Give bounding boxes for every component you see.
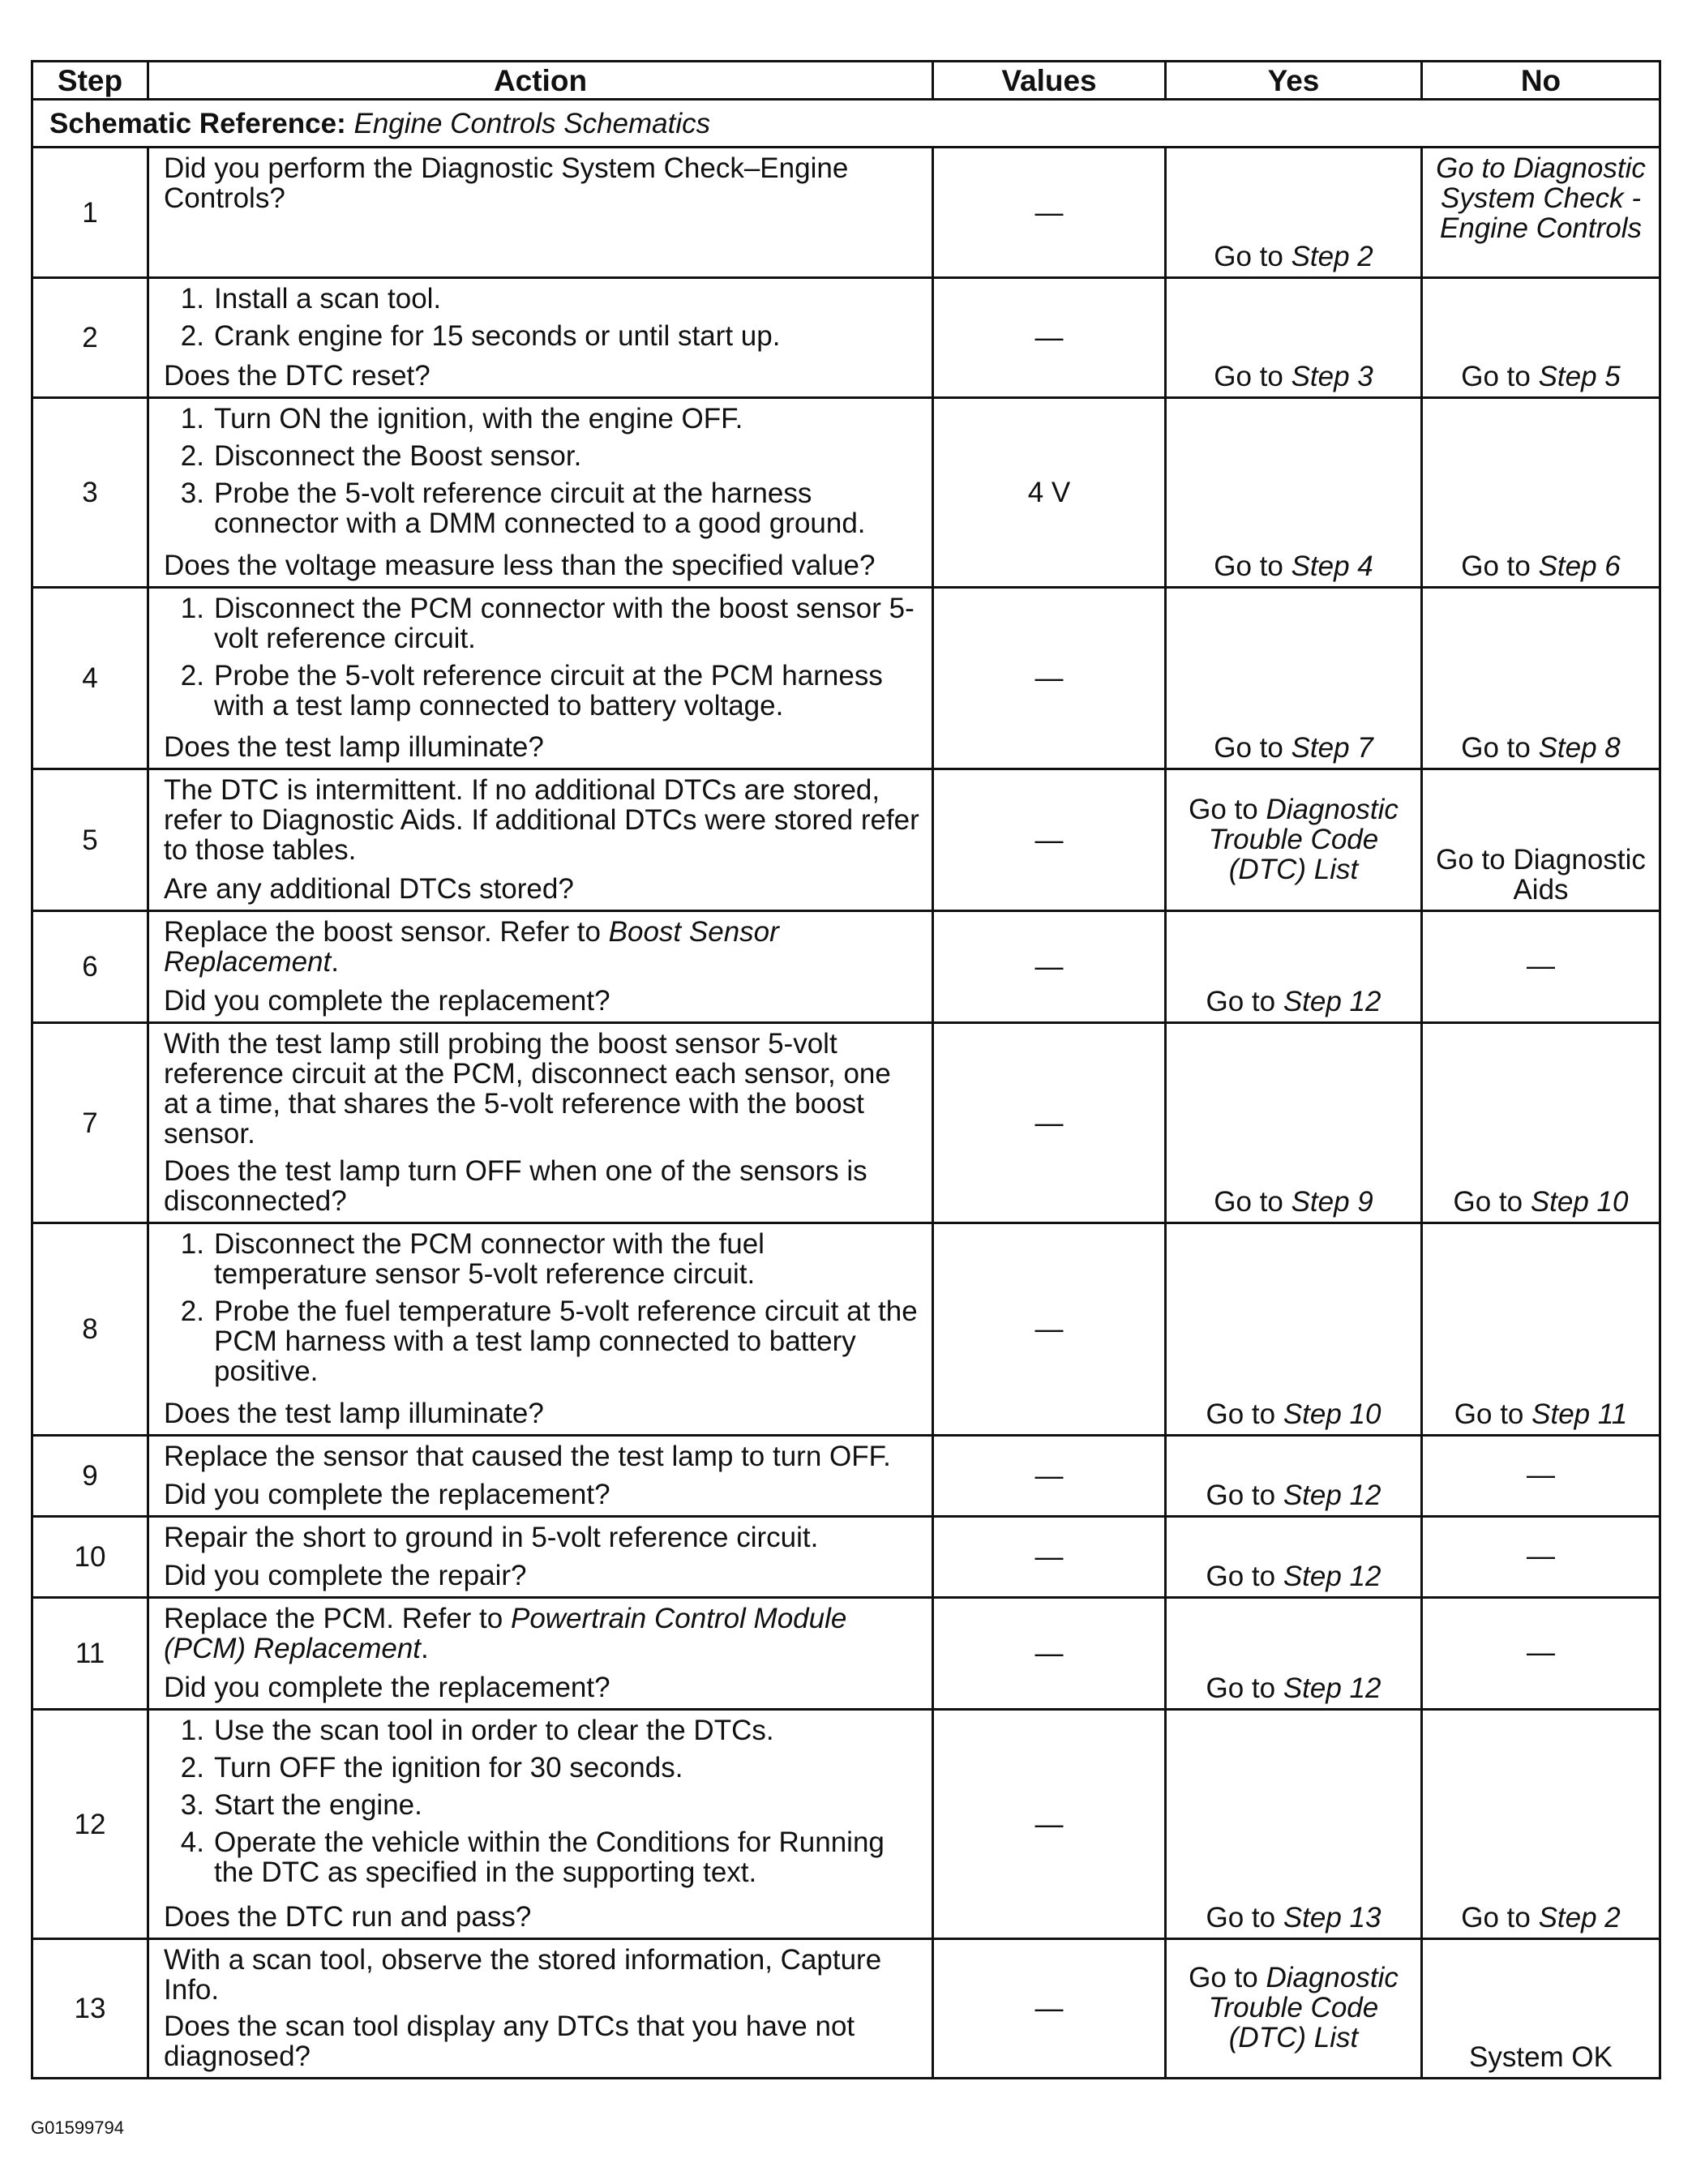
header-row	[32, 62, 1660, 100]
no-cell	[1422, 911, 1660, 1023]
goto-target: Step 7	[1291, 732, 1373, 764]
list-text: Operate the vehicle within the Conditions for Running the DTC as specified in the supporting text.	[214, 1826, 885, 1888]
goto-prefix: Go to	[1461, 361, 1539, 392]
action-body	[164, 1441, 920, 1471]
action-cell	[148, 911, 933, 1023]
goto-target: Step 11	[1531, 1398, 1628, 1430]
table-row	[32, 278, 1660, 398]
step-number: 7	[32, 1023, 148, 1223]
period: .	[331, 946, 339, 978]
action-cell	[148, 588, 933, 769]
values-cell: —	[933, 278, 1166, 398]
list-text: Disconnect the PCM connector with the boost sensor 5-volt reference circuit.	[214, 593, 915, 654]
table-row	[32, 1939, 1660, 2079]
no-cell	[1422, 278, 1660, 398]
step-number: 9	[32, 1436, 148, 1517]
list-item	[164, 593, 920, 653]
step-number: 12	[32, 1710, 148, 1939]
action-body	[164, 775, 920, 865]
action-content	[164, 1522, 920, 1591]
goto-target: Diagnostic Trouble Code (DTC) List	[1208, 1962, 1399, 2053]
goto-prefix: Go to	[1214, 1186, 1291, 1218]
yes-cell	[1166, 1023, 1422, 1223]
action-question: Does the DTC run and pass?	[164, 1901, 532, 1933]
list-text: Turn OFF the ignition for 30 seconds.	[214, 1752, 683, 1784]
action-text: Repair the short to ground in 5-volt reference circuit.	[164, 1522, 819, 1553]
action-content	[164, 1441, 920, 1510]
header-step: Step	[32, 62, 148, 100]
values-cell: —	[933, 769, 1166, 911]
list-number: 1.	[180, 1228, 204, 1260]
table-row	[32, 1517, 1660, 1598]
values-cell: 4 V	[933, 398, 1166, 588]
list-number: 2.	[180, 440, 204, 472]
list-item	[164, 1827, 920, 1887]
values-cell: —	[933, 1223, 1166, 1436]
action-text: Did you perform the Diagnostic System Check–Engine Controls?	[164, 152, 849, 214]
yes-cell	[1166, 278, 1422, 398]
goto-prefix: Go to	[1461, 732, 1539, 764]
action-cell	[148, 1939, 933, 2079]
action-content	[164, 593, 920, 762]
goto-target: Step 12	[1283, 986, 1381, 1017]
step-number: 6	[32, 911, 148, 1023]
values-cell: —	[933, 1517, 1166, 1598]
no-cell	[1422, 1710, 1660, 1939]
goto-text: —	[1527, 950, 1555, 982]
no-cell	[1422, 588, 1660, 769]
action-question: Are any additional DTCs stored?	[164, 873, 574, 905]
goto-text: System OK	[1469, 2041, 1613, 2073]
action-cell	[148, 1023, 933, 1223]
goto-prefix: Go to	[1206, 1480, 1283, 1511]
action-text: With the test lamp still probing the boost sensor 5-volt reference circuit at the PCM, disconnect each sensor, one at a time, that shares the 5-volt reference with the boost sensor.	[164, 1028, 891, 1150]
goto-target: Step 9	[1291, 1186, 1373, 1218]
goto-prefix: Go to	[1461, 550, 1539, 582]
no-cell	[1422, 769, 1660, 911]
step-number: 10	[32, 1517, 148, 1598]
goto-prefix: Go to	[1206, 1561, 1283, 1592]
header-yes: Yes	[1166, 62, 1422, 100]
action-content	[164, 1715, 920, 1932]
yes-cell	[1166, 1436, 1422, 1517]
list-number: 2.	[180, 1752, 204, 1784]
diagnostic-table	[31, 60, 1661, 2079]
goto-prefix: Go to	[1214, 732, 1291, 764]
goto-target: Step 10	[1530, 1186, 1629, 1218]
table-row	[32, 148, 1660, 278]
action-body	[164, 284, 920, 351]
list-number: 1.	[180, 283, 204, 315]
yes-cell	[1166, 398, 1422, 588]
list-number: 2.	[180, 660, 204, 692]
no-cell	[1422, 1436, 1660, 1517]
goto-target: Diagnostic Trouble Code (DTC) List	[1208, 793, 1399, 885]
table-row	[32, 911, 1660, 1023]
action-body	[164, 1604, 920, 1664]
goto-text: —	[1527, 1637, 1555, 1668]
list-number: 3.	[180, 477, 204, 509]
action-body	[164, 1945, 920, 2005]
action-cell	[148, 148, 933, 278]
action-body	[164, 153, 920, 213]
list-number: 1.	[180, 593, 204, 624]
action-text-ref: Powertrain Control Module (PCM) Replacement	[164, 1603, 847, 1664]
table-row	[32, 588, 1660, 769]
action-text-main: Replace the PCM. Refer to	[164, 1603, 511, 1634]
values-cell: —	[933, 1598, 1166, 1710]
goto-target: Step 2	[1291, 241, 1373, 272]
values-cell: —	[933, 1436, 1166, 1517]
no-cell	[1422, 398, 1660, 588]
goto-target: Step 12	[1283, 1480, 1381, 1511]
action-question: Did you complete the replacement?	[164, 1479, 610, 1510]
goto-prefix: Go to	[1206, 1672, 1283, 1704]
list-text: Start the engine.	[214, 1789, 422, 1821]
goto-prefix: Go to	[1206, 986, 1283, 1017]
action-question: Does the test lamp illuminate?	[164, 731, 544, 763]
action-content	[164, 1229, 920, 1428]
step-number: 5	[32, 769, 148, 911]
action-body	[164, 917, 920, 977]
action-content	[164, 1029, 920, 1216]
list-text: Probe the 5-volt reference circuit at the PCM harness with a test lamp connected to battery voltage.	[214, 660, 883, 722]
goto-target: Step 10	[1283, 1398, 1381, 1430]
yes-cell	[1166, 1223, 1422, 1436]
goto-target: Step 3	[1291, 361, 1373, 392]
yes-cell	[1166, 1939, 1422, 2079]
values-cell: —	[933, 588, 1166, 769]
goto-prefix: Go to	[1206, 1398, 1283, 1430]
goto-text: Go to Diagnostic System Check - Engine Controls	[1436, 152, 1646, 244]
action-question: Did you complete the repair?	[164, 1560, 527, 1591]
yes-cell	[1166, 911, 1422, 1023]
action-body	[164, 1029, 920, 1149]
action-cell	[148, 1517, 933, 1598]
values-cell: —	[933, 1710, 1166, 1939]
step-number: 4	[32, 588, 148, 769]
goto-text: Go to Diagnostic Aids	[1436, 844, 1646, 906]
values-cell: —	[933, 1939, 1166, 2079]
action-text-ref: Boost Sensor Replacement	[164, 916, 779, 978]
yes-cell	[1166, 1517, 1422, 1598]
yes-cell	[1166, 769, 1422, 911]
action-question: Does the test lamp turn OFF when one of the sensors is disconnected?	[164, 1155, 867, 1217]
action-content	[164, 775, 920, 904]
action-cell	[148, 1223, 933, 1436]
action-question: Does the DTC reset?	[164, 360, 430, 392]
action-question: Does the scan tool display any DTCs that you have not diagnosed?	[164, 2011, 855, 2072]
goto-prefix: Go to	[1214, 550, 1291, 582]
step-number: 13	[32, 1939, 148, 2079]
goto-prefix: Go to	[1461, 1902, 1539, 1933]
action-question: Did you complete the replacement?	[164, 985, 610, 1017]
no-cell	[1422, 1939, 1660, 2079]
list-text: Install a scan tool.	[214, 283, 442, 315]
goto-target: Step 12	[1283, 1561, 1381, 1592]
goto-target: Step 8	[1538, 732, 1621, 764]
yes-cell	[1166, 148, 1422, 278]
goto-target: Step 2	[1538, 1902, 1621, 1933]
goto-prefix: Go to	[1206, 1902, 1283, 1933]
values-cell: —	[933, 911, 1166, 1023]
goto-text: —	[1527, 1459, 1555, 1491]
action-text: With a scan tool, observe the stored information, Capture Info.	[164, 1944, 882, 2006]
header-no: No	[1422, 62, 1660, 100]
action-question: Does the voltage measure less than the specified value?	[164, 550, 876, 581]
list-text: Disconnect the PCM connector with the fuel temperature sensor 5-volt reference circuit.	[214, 1228, 765, 1290]
table-row	[32, 769, 1660, 911]
list-text: Crank engine for 15 seconds or until start up.	[214, 320, 781, 352]
action-text-main: Replace the boost sensor. Refer to	[164, 916, 609, 948]
list-number: 2.	[180, 320, 204, 352]
goto-text: —	[1527, 1540, 1555, 1572]
goto-prefix: Go to	[1454, 1398, 1532, 1430]
action-body	[164, 1522, 920, 1552]
values-cell: —	[933, 1023, 1166, 1223]
list-text: Probe the fuel temperature 5-volt reference circuit at the PCM harness with a test lamp connected to battery positive.	[214, 1295, 918, 1387]
action-cell	[148, 1710, 933, 1939]
action-text	[164, 917, 920, 977]
action-content	[164, 284, 920, 391]
list-item	[164, 1753, 920, 1783]
yes-cell	[1166, 1710, 1422, 1939]
goto-prefix: Go to	[1189, 1962, 1266, 1993]
list-text: Use the scan tool in order to clear the DTCs.	[214, 1715, 774, 1746]
table-row	[32, 1710, 1660, 1939]
goto-target: Step 6	[1538, 550, 1621, 582]
no-cell	[1422, 1023, 1660, 1223]
values-cell: —	[933, 148, 1166, 278]
action-cell	[148, 769, 933, 911]
list-text: Probe the 5-volt reference circuit at the harness connector with a DMM connected to a good ground.	[214, 477, 866, 539]
list-item	[164, 478, 920, 538]
action-body	[164, 1715, 920, 1887]
list-item	[164, 404, 920, 434]
list-item	[164, 1790, 920, 1820]
table-row	[32, 1223, 1660, 1436]
action-cell	[148, 398, 933, 588]
goto-target: Step 5	[1538, 361, 1621, 392]
list-text: Turn ON the ignition, with the engine OFF.	[214, 403, 743, 435]
step-number: 11	[32, 1598, 148, 1710]
table-row	[32, 398, 1660, 588]
schematic-reference-value: Engine Controls Schematics	[353, 107, 711, 139]
figure-code: G01599794	[31, 2118, 124, 2138]
step-number: 8	[32, 1223, 148, 1436]
action-content	[164, 153, 920, 271]
yes-cell	[1166, 588, 1422, 769]
action-content	[164, 917, 920, 1016]
step-number: 3	[32, 398, 148, 588]
step-number: 1	[32, 148, 148, 278]
table-row	[32, 1598, 1660, 1710]
action-body	[164, 404, 920, 538]
action-content	[164, 1604, 920, 1702]
schematic-reference-label: Schematic Reference:	[49, 107, 346, 139]
list-item	[164, 284, 920, 314]
no-cell	[1422, 1517, 1660, 1598]
goto-target: Step 12	[1283, 1672, 1381, 1704]
table-row	[32, 1023, 1660, 1223]
list-item	[164, 1229, 920, 1289]
action-body	[164, 1229, 920, 1386]
goto-prefix: Go to	[1453, 1186, 1531, 1218]
no-cell	[1422, 148, 1660, 278]
action-question: Did you complete the replacement?	[164, 1672, 610, 1703]
action-text: Replace the sensor that caused the test lamp to turn OFF.	[164, 1441, 891, 1472]
yes-cell	[1166, 1598, 1422, 1710]
goto-prefix: Go to	[1189, 793, 1266, 825]
action-cell	[148, 278, 933, 398]
action-text	[164, 1604, 920, 1664]
goto-prefix: Go to	[1214, 361, 1291, 392]
goto-target: Step 13	[1283, 1902, 1381, 1933]
period: .	[421, 1633, 429, 1664]
no-cell	[1422, 1223, 1660, 1436]
list-item	[164, 1715, 920, 1745]
schematic-reference-row	[32, 100, 1660, 148]
list-number: 4.	[180, 1826, 204, 1858]
no-cell	[1422, 1598, 1660, 1710]
header-action: Action	[148, 62, 933, 100]
header-values: Values	[933, 62, 1166, 100]
list-item	[164, 1296, 920, 1386]
list-item	[164, 661, 920, 721]
schematic-reference	[32, 100, 1660, 148]
list-number: 1.	[180, 1715, 204, 1746]
action-body	[164, 593, 920, 721]
step-number: 2	[32, 278, 148, 398]
list-text: Disconnect the Boost sensor.	[214, 440, 582, 472]
list-item	[164, 441, 920, 471]
action-question: Does the test lamp illuminate?	[164, 1398, 544, 1429]
list-item	[164, 321, 920, 351]
list-number: 3.	[180, 1789, 204, 1821]
action-cell	[148, 1436, 933, 1517]
action-content	[164, 404, 920, 580]
action-text: The DTC is intermittent. If no additional DTCs are stored, refer to Diagnostic Aids. If additional DTCs were stored refer to those tables.	[164, 774, 919, 866]
action-cell	[148, 1598, 933, 1710]
action-content	[164, 1945, 920, 2071]
list-number: 2.	[180, 1295, 204, 1327]
list-number: 1.	[180, 403, 204, 435]
goto-target: Step 4	[1291, 550, 1373, 582]
goto-prefix: Go to	[1214, 241, 1291, 272]
table-row	[32, 1436, 1660, 1517]
